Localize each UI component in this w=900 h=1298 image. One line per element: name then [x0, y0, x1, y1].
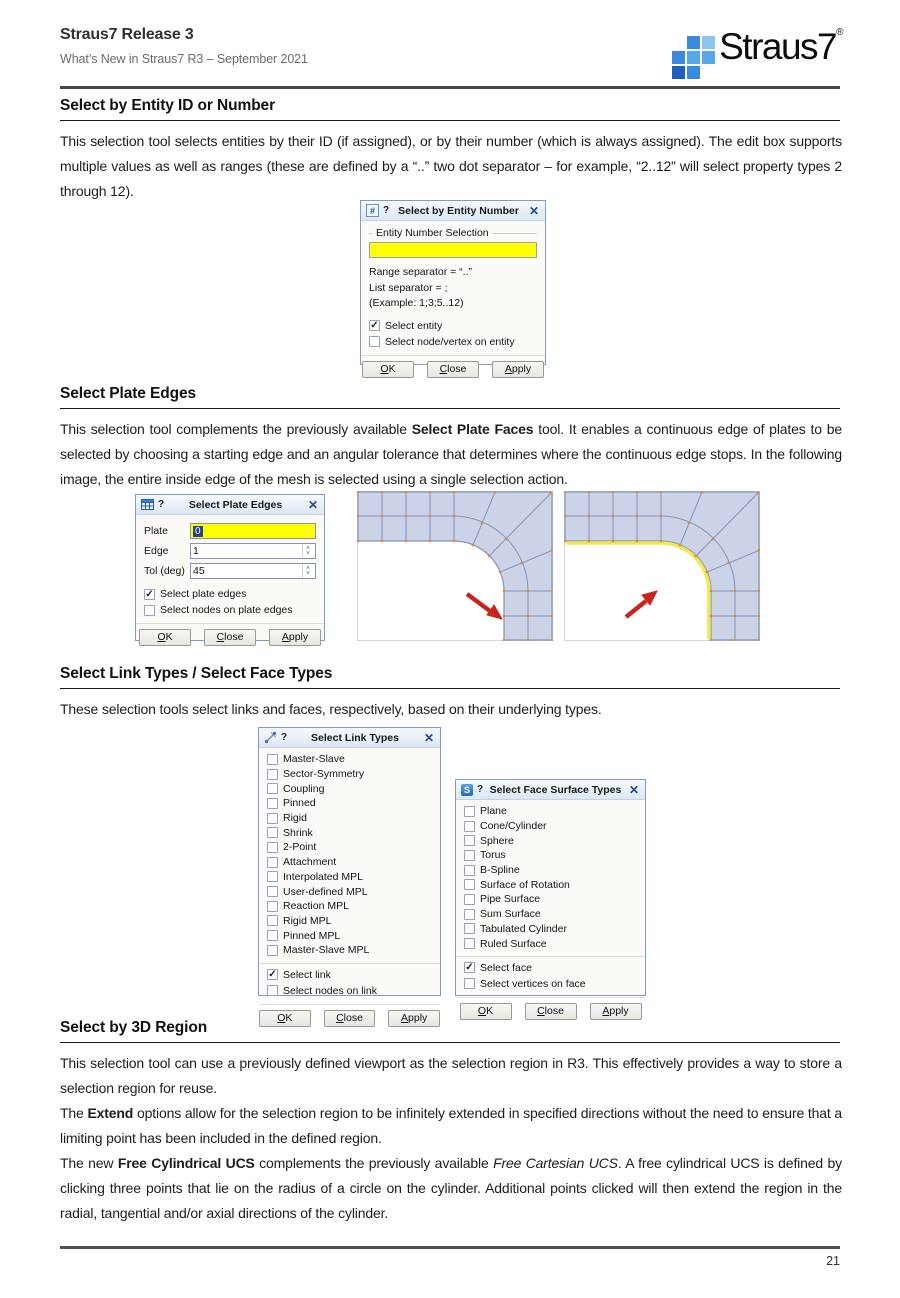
range-separator-note: Range separator = “..”	[369, 266, 473, 278]
mesh-image-after-selection	[564, 491, 760, 641]
checkbox-label: Select plate edges	[160, 588, 247, 600]
header-rule	[60, 86, 840, 89]
group-label: Entity Number Selection	[369, 227, 537, 239]
checkbox-unchecked[interactable]	[464, 879, 475, 890]
checkbox-label: Select entity	[385, 319, 443, 332]
paragraph: This selection tool selects entities by their ID (if assigned), or by their number (which is always assigned). The edit box supports multiple values as well as ranges (these are defined by a “..” two dot separator – for example, “2..12” will select property types 2 through 12).	[60, 133, 842, 199]
checkbox-label: Select link	[283, 968, 331, 981]
link-type-list	[259, 748, 440, 960]
dialog-select-by-entity-number	[360, 200, 546, 375]
document-subtitle: What’s New in Straus7 R3 – September 2021	[60, 52, 308, 66]
dialog-titlebar[interactable]	[361, 201, 545, 221]
close-icon[interactable]: ✕	[628, 782, 639, 797]
heading-select-by-entity-id: Select by Entity ID or Number	[60, 97, 840, 121]
selected-value: 0	[195, 525, 201, 537]
checkbox-unchecked[interactable]	[464, 923, 475, 934]
checkbox-label: Sector-Symmetry	[283, 768, 365, 781]
paragraph: This selection tool can use a previously defined viewport as the selection region in R3. This effectively provides a way to store a selection region for reuse.	[60, 1055, 842, 1096]
close-button[interactable]: Close	[324, 1010, 376, 1027]
checkbox-label: Rigid MPL	[283, 914, 332, 927]
checkbox-label: User-defined MPL	[283, 885, 368, 898]
checkbox-unchecked[interactable]	[267, 842, 278, 853]
paragraph: These selection tools select links and faces, respectively, based on their underlying types.	[60, 701, 602, 717]
dialog-title: Select by Entity Number	[398, 204, 519, 217]
checkbox-label: Select vertices on face	[480, 977, 586, 990]
spin-up-icon: ˄	[306, 544, 310, 552]
checkbox-unchecked[interactable]	[267, 930, 278, 941]
dialog-titlebar[interactable]	[136, 495, 324, 515]
checkbox-label: Surface of Rotation	[480, 878, 570, 891]
checkbox-unchecked[interactable]	[267, 754, 278, 765]
spin-down-icon: ˅	[306, 570, 310, 577]
apply-button[interactable]: Apply	[492, 361, 544, 378]
checkbox-checked[interactable]: ✓	[145, 588, 154, 600]
checkbox-label: Select node/vertex on entity	[385, 335, 515, 348]
close-button[interactable]: Close	[204, 629, 256, 646]
checkbox-label: Interpolated MPL	[283, 870, 363, 883]
checkbox-checked[interactable]: ✓	[465, 962, 474, 974]
footer-rule	[60, 1246, 840, 1249]
help-icon[interactable]: ?	[383, 205, 390, 216]
heading-select-plate-edges: Select Plate Edges	[60, 385, 840, 409]
help-icon[interactable]: ?	[281, 732, 288, 743]
close-icon[interactable]: ✕	[307, 497, 318, 512]
entity-number-input[interactable]	[369, 242, 537, 258]
checkbox-unchecked[interactable]	[267, 827, 278, 838]
checkbox-unchecked[interactable]	[464, 821, 475, 832]
checkbox-label: Plane	[480, 805, 507, 818]
document-title: Straus7 Release 3	[60, 26, 194, 43]
apply-button[interactable]: Apply	[590, 1003, 642, 1020]
tolerance-input[interactable]: 45 ˄ ˅	[190, 563, 316, 579]
paragraph: The new Free Cylindrical UCS complements the previously available Free Cartesian UCS. A free cylindrical UCS is defined by clicking three points that lie on the radius of a circle on the cylinder. Additional points clicked will then extend the region in the radial, tangential and/or axial directions of the cylinder.	[60, 1155, 842, 1221]
hash-icon: #	[366, 204, 379, 217]
edge-input[interactable]: 1 ˄ ˅	[190, 543, 316, 559]
checkbox-unchecked[interactable]	[267, 857, 278, 868]
checkbox-label: Sum Surface	[480, 908, 541, 921]
checkbox-label: Master-Slave	[283, 753, 345, 766]
help-icon[interactable]: ?	[477, 784, 484, 795]
dialog-select-face-surface-types	[455, 779, 646, 1017]
ok-button[interactable]: OK	[460, 1003, 512, 1020]
checkbox-label: Rigid	[283, 812, 307, 825]
checkbox-unchecked[interactable]	[267, 798, 278, 809]
spin-up-icon: ˄	[306, 564, 310, 572]
checkbox-unchecked[interactable]	[267, 901, 278, 912]
field-label: Plate	[144, 525, 168, 537]
page-number: 21	[826, 1254, 840, 1268]
heading-select-by-3d-region: Select by 3D Region	[60, 1019, 840, 1043]
close-icon[interactable]: ✕	[423, 730, 434, 745]
ok-button[interactable]: OK	[139, 629, 191, 646]
dialog-titlebar[interactable]	[456, 780, 645, 800]
checkbox-unchecked[interactable]	[267, 871, 278, 882]
spinner[interactable]	[302, 544, 313, 558]
checkbox-label: Attachment	[283, 856, 337, 869]
dialog-titlebar[interactable]	[259, 728, 440, 748]
straus7-logo	[672, 28, 842, 80]
checkbox-unchecked[interactable]	[267, 915, 278, 926]
checkbox-label: Master-Slave MPL	[283, 944, 370, 957]
checkbox-label: Pinned MPL	[283, 929, 341, 942]
checkbox-label: Select nodes on plate edges	[160, 604, 293, 616]
straus7-s-icon: S	[461, 784, 473, 796]
checkbox-unchecked[interactable]	[464, 850, 475, 861]
dialog-select-plate-edges	[135, 494, 325, 641]
checkbox-unchecked[interactable]	[464, 909, 475, 920]
plate-input[interactable]	[190, 523, 316, 539]
checkbox-unchecked[interactable]	[464, 894, 475, 905]
checkbox-label: Select nodes on link	[283, 984, 377, 997]
ok-button[interactable]: OK	[259, 1010, 311, 1027]
apply-button[interactable]: Apply	[269, 629, 321, 646]
apply-button[interactable]: Apply	[388, 1010, 440, 1027]
plate-grid-icon	[141, 498, 154, 511]
checkbox-unchecked[interactable]	[267, 886, 278, 897]
paragraph: The Extend options allow for the selection region to be infinitely extended in specified directions without the need to ensure that a limiting point has been included in the defined region.	[60, 1105, 842, 1146]
list-separator-note: List separator = ;	[369, 281, 448, 294]
checkbox-label: Pinned	[283, 797, 316, 810]
checkbox-unchecked[interactable]	[464, 978, 475, 989]
checkbox-unchecked[interactable]	[464, 938, 475, 949]
checkbox-label: Reaction MPL	[283, 900, 349, 913]
checkbox-label: Select face	[480, 961, 532, 974]
spinner[interactable]	[302, 564, 313, 578]
checkbox-label: Tabulated Cylinder	[480, 922, 567, 935]
checkbox-label: 2-Point	[283, 841, 317, 854]
checkbox-unchecked[interactable]	[464, 806, 475, 817]
checkbox-unchecked[interactable]	[267, 813, 278, 824]
spin-down-icon: ˅	[306, 550, 310, 557]
paragraph: This selection tool complements the previously available Select Plate Faces tool. It enables a continuous edge of plates to be selected by choosing a starting edge and an angular tolerance that determines where the continuous edge stops. In the following image, the entire inside edge of the mesh is selected using a single selection action.	[60, 421, 842, 487]
logo-squares-icon	[672, 36, 716, 80]
checkbox-unchecked[interactable]	[267, 945, 278, 956]
heading-select-link-face-types: Select Link Types / Select Face Types	[60, 665, 840, 689]
checkbox-unchecked[interactable]	[267, 783, 278, 794]
checkbox-unchecked[interactable]	[267, 769, 278, 780]
checkbox-unchecked[interactable]	[267, 985, 278, 996]
checkbox-label: B-Spline	[480, 864, 520, 877]
checkbox-unchecked[interactable]	[369, 336, 380, 347]
link-icon	[264, 731, 277, 744]
face-type-list	[456, 800, 645, 953]
dialog-select-link-types	[258, 727, 441, 1024]
mesh-image-before-selection	[357, 491, 553, 641]
close-icon[interactable]: ✕	[528, 203, 539, 218]
checkbox-unchecked[interactable]	[464, 835, 475, 846]
checkbox-label: Shrink	[283, 826, 313, 839]
checkbox-label: Torus	[480, 849, 506, 862]
checkbox-checked[interactable]: ✓	[370, 320, 379, 331]
help-icon[interactable]: ?	[158, 499, 165, 510]
logo-wordmark: Straus7®	[719, 26, 842, 67]
field-label: Tol (deg)	[144, 565, 185, 577]
dialog-title: Select Link Types	[311, 731, 399, 744]
checkbox-unchecked[interactable]	[464, 865, 475, 876]
dialog-title: Select Plate Edges	[188, 498, 283, 511]
checkbox-unchecked[interactable]	[144, 605, 155, 616]
dialog-title: Select Face Surface Types	[489, 783, 622, 796]
close-button[interactable]: Close	[525, 1003, 577, 1020]
checkbox-checked[interactable]: ✓	[268, 969, 277, 981]
example-note: (Example: 1;3;5..12)	[369, 297, 464, 309]
checkbox-label: Pipe Surface	[480, 893, 541, 906]
checkbox-label: Coupling	[283, 782, 325, 795]
checkbox-label: Sphere	[480, 834, 514, 847]
close-button[interactable]: Close	[427, 361, 479, 378]
checkbox-label: Cone/Cylinder	[480, 820, 547, 833]
ok-button[interactable]: OK	[362, 361, 414, 378]
field-label: Edge	[144, 545, 169, 557]
checkbox-label: Ruled Surface	[480, 937, 547, 950]
